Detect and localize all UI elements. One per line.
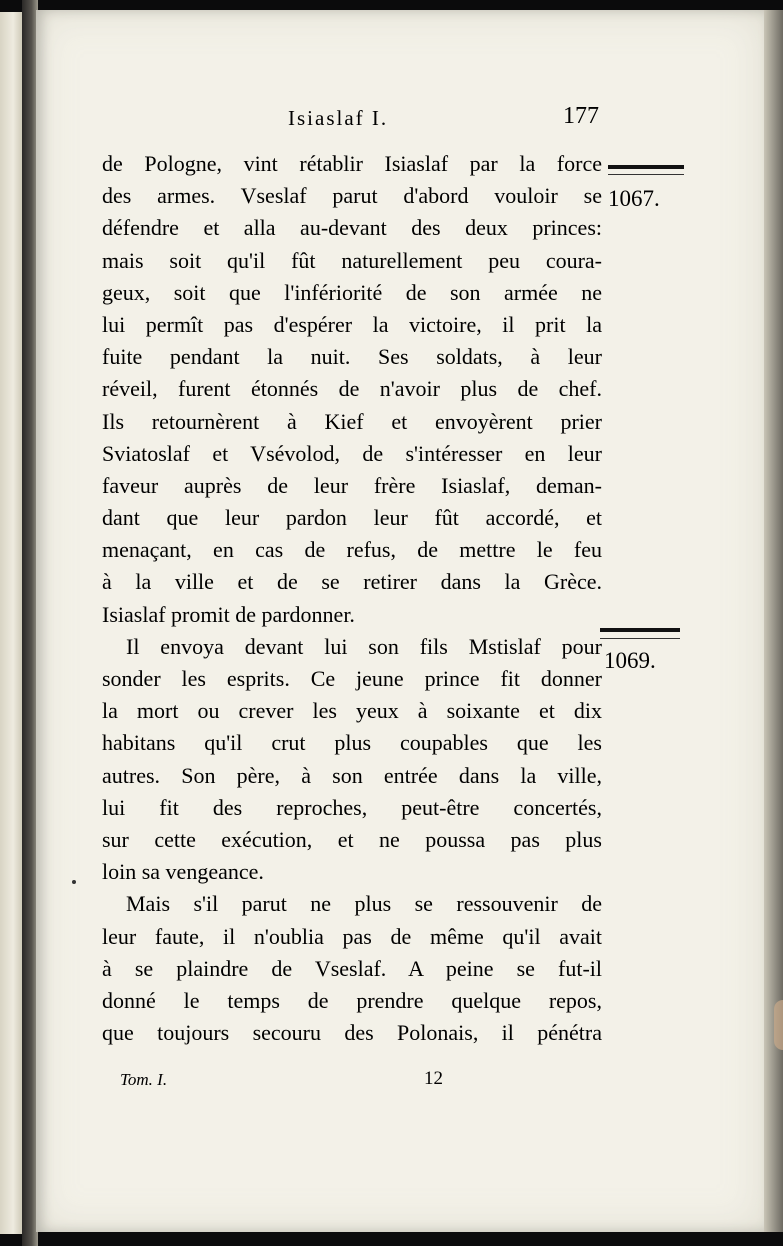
page-number: 177 <box>563 103 599 129</box>
text-line: réveil, furent étonnés de n'avoir plus de chef. <box>102 376 602 402</box>
text-line: défendre et alla au-devant des deux princes: <box>102 215 602 241</box>
text-line: geux, soit que l'infériorité de son armée ne <box>102 279 602 305</box>
text-line: dant que leur pardon leur fût accordé, et <box>102 505 602 531</box>
ink-speck <box>72 880 76 884</box>
text-line: lui fit des reproches, peut-être concertés, <box>102 794 602 820</box>
text-line: autres. Son père, à son entrée dans la ville, <box>102 762 602 788</box>
text-line: mais soit qu'il fût naturellement peu coura- <box>102 247 602 273</box>
text-line: lui permît pas d'espérer la victoire, il prit la <box>102 311 602 337</box>
text-line: des armes. Vseslaf parut d'abord vouloir se <box>102 183 602 209</box>
text-line: sur cette exécution, et ne poussa pas plus <box>102 826 602 852</box>
margin-year-1069: 1069. <box>604 648 656 673</box>
running-head: Isiaslaf I. <box>288 106 389 130</box>
signature-mark: Tom. I. <box>120 1070 168 1089</box>
text-line: fuite pendant la nuit. Ses soldats, à leur <box>102 344 602 370</box>
text-line: sonder les esprits. Ce jeune prince fit donner <box>102 666 602 691</box>
margin-rule-1 <box>608 165 684 169</box>
margin-rule-2-thin <box>600 638 680 639</box>
text-line: à la ville et de se retirer dans la Grèce. <box>102 569 602 595</box>
text-line: Il envoya devant lui son fils Mstislaf pour <box>126 633 602 659</box>
text-line: faveur auprès de leur frère Isiaslaf, deman- <box>102 472 602 498</box>
text-line: menaçant, en cas de refus, de mettre le feu <box>102 537 602 563</box>
body-text <box>102 148 602 1049</box>
margin-rule-1-thin <box>608 174 684 175</box>
text-line: Ils retournèrent à Kief et envoyèrent prier <box>102 408 602 434</box>
margin-rule-2 <box>600 628 680 632</box>
text-line: Isiaslaf promit de pardonner. <box>102 601 355 627</box>
text-line: que toujours secouru des Polonais, il pénétra <box>102 1020 602 1046</box>
facing-page-edge <box>0 12 23 1234</box>
sheet-number: 12 <box>424 1068 443 1089</box>
text-line: leur faute, il n'oublia pas de même qu'il avait <box>102 923 602 949</box>
text-line: Sviatoslaf et Vsévolod, de s'intéresser en leur <box>102 440 602 466</box>
text-line: de Pologne, vint rétablir Isiaslaf par la force <box>102 151 602 176</box>
text-line: habitans qu'il crut plus coupables que les <box>102 730 602 756</box>
margin-year-1067: 1067. <box>608 186 660 211</box>
text-line: à se plaindre de Vseslaf. A peine se fut-il <box>102 955 602 981</box>
text-line: loin sa vengeance. <box>102 859 264 885</box>
paper-stain <box>774 1000 783 1050</box>
text-line: Mais s'il parut ne plus se ressouvenir de <box>126 891 602 917</box>
text-line: donné le temps de prendre quelque repos, <box>102 987 602 1013</box>
text-line: la mort ou crever les yeux à soixante et dix <box>102 698 602 724</box>
